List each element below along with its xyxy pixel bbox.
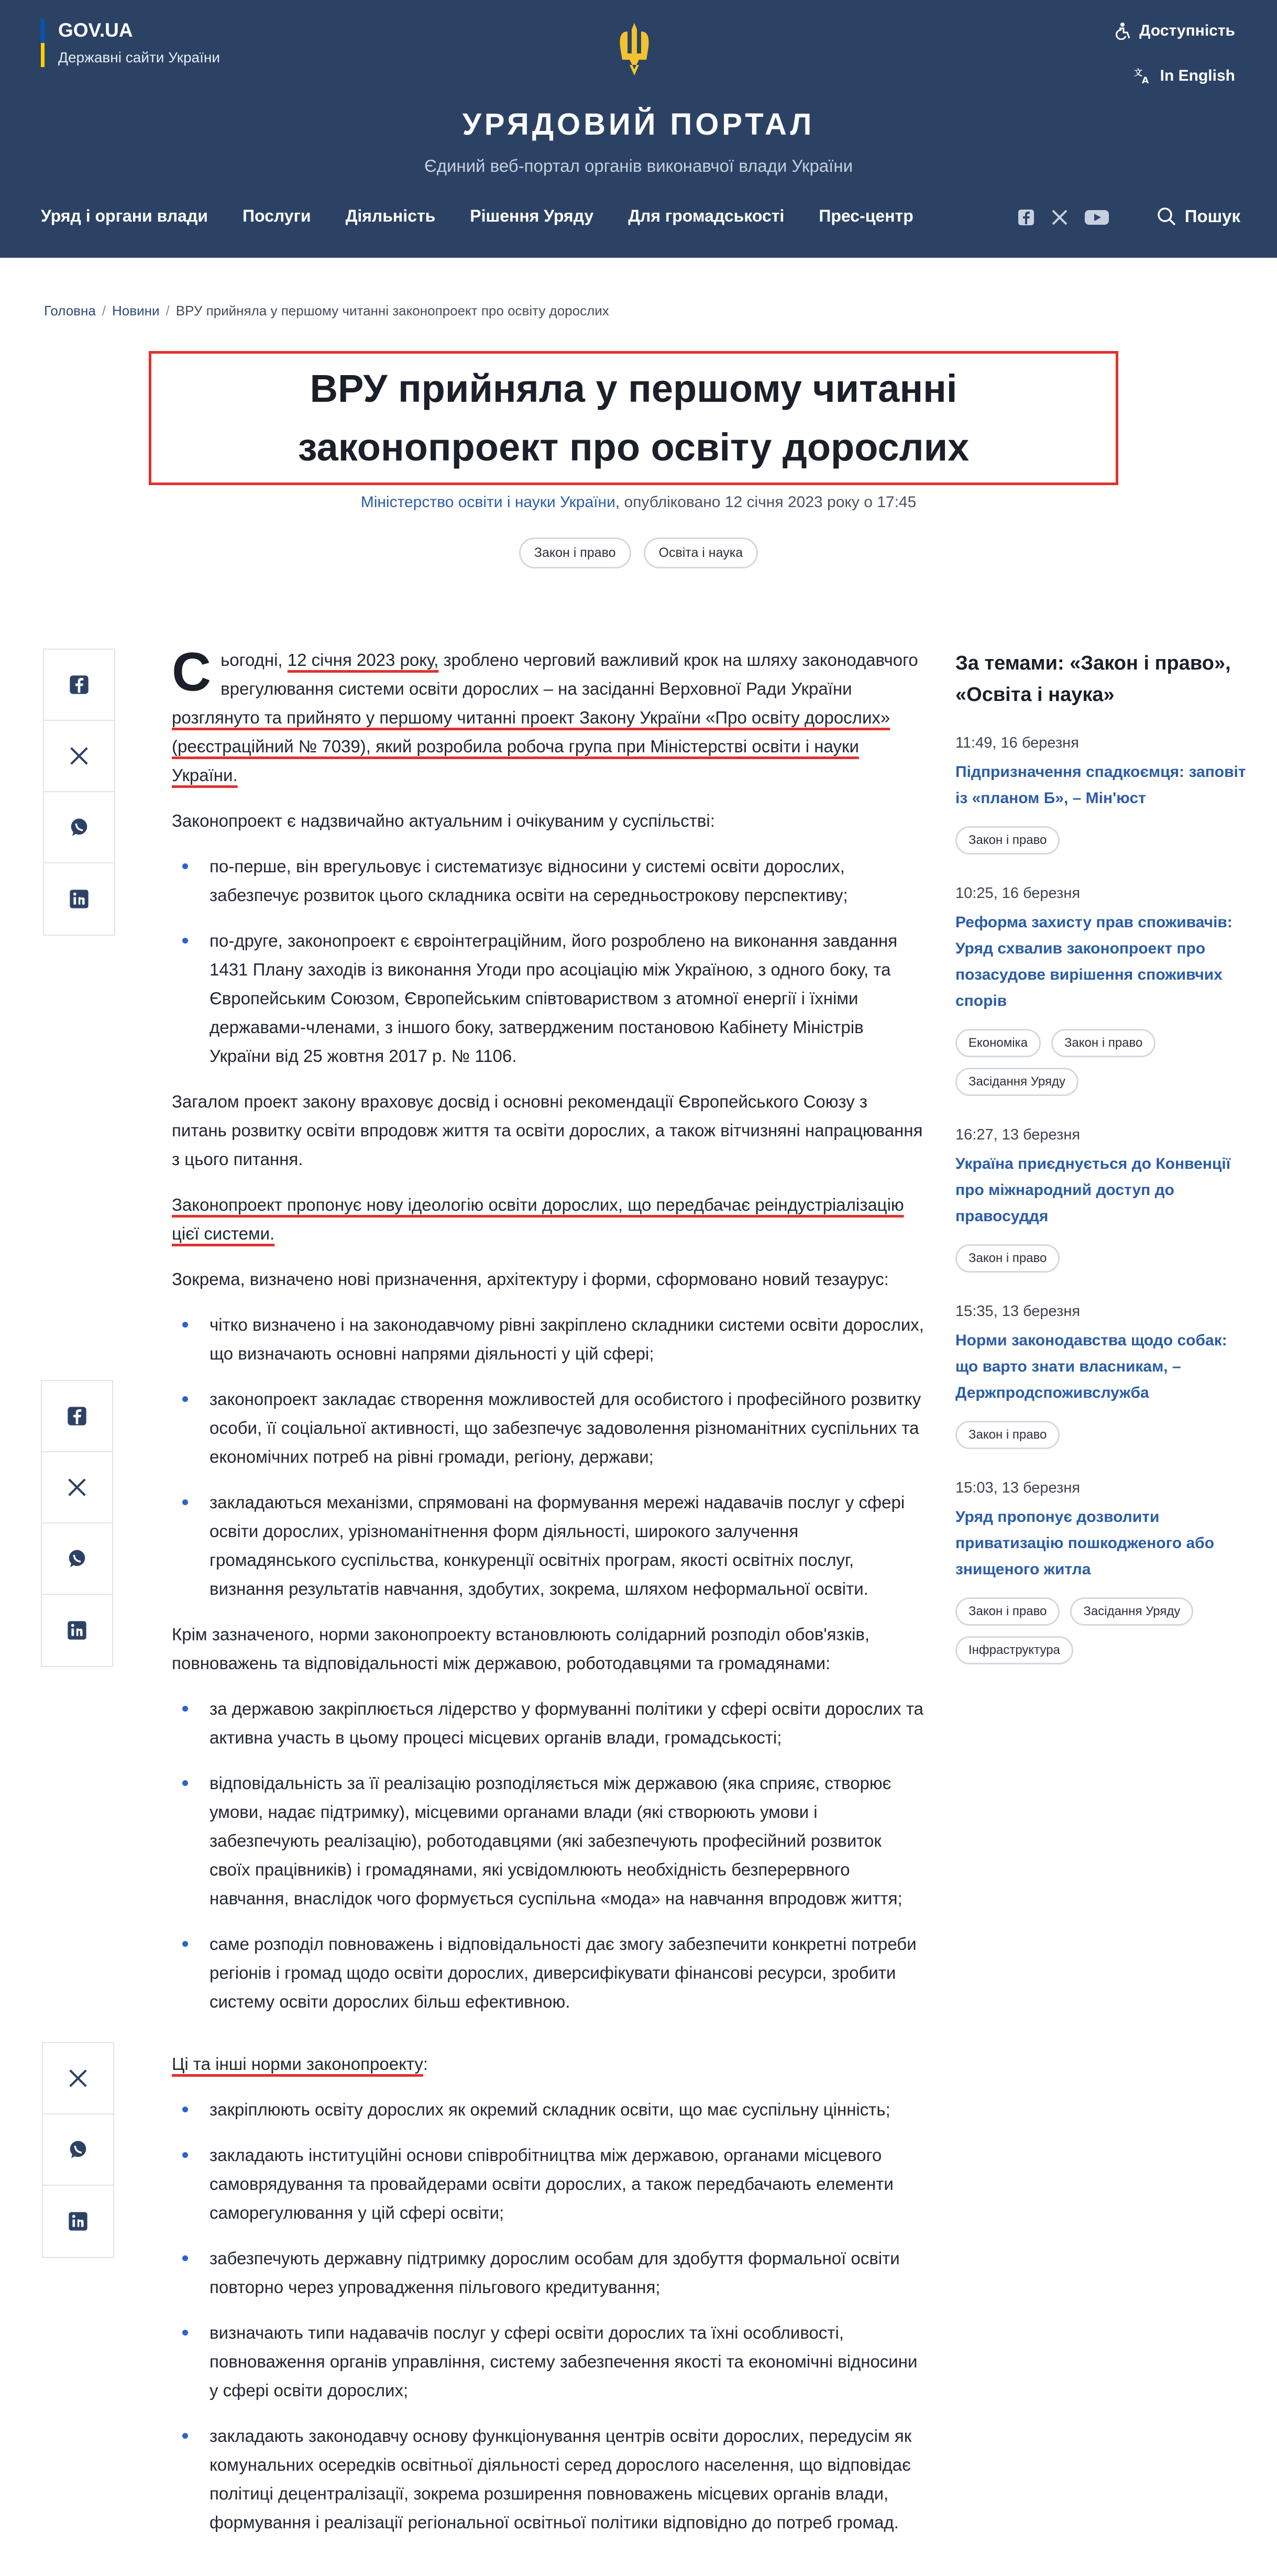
share-linkedin[interactable] [43,2186,113,2257]
text-span: зроблено черговий важливий крок на шляху законодавчого врегулювання системи освіти дорослих – на засіданні Верховної Ради України [221,650,918,698]
breadcrumb-separator: / [102,303,106,319]
search-icon [1157,206,1176,226]
article-paragraph [172,2049,926,2078]
article-paragraph: Зокрема, визначено нові призначення, архітектуру і форми, сформовано новий тезаурус: [172,1269,889,1289]
nav-item-services[interactable]: Послуги [242,206,311,225]
news-item [955,885,1249,1096]
whatsapp-icon [67,1548,87,1569]
list-item: визначають типи надавачів послуг у сфері освіти дорослих та їхні особливості, повноваження органів управління, систему забезпечення якості та економічні відносини у сфері освіти дорослих; [172,2318,926,2405]
news-tag[interactable]: Закон і право [955,826,1060,854]
share-whatsapp[interactable] [43,2114,113,2186]
svg-text:A: A [1141,75,1149,84]
ministry-link[interactable]: Міністерство освіти і науки України [360,494,615,511]
nav-item-public[interactable]: Для громадськості [628,206,785,225]
highlighted-text: розглянуто та прийнято у першому читанні проект Закону України «Про освіту дорослих» (реєстраційний № 7039), який розробила робоча група при Міністерстві освіти і науки України. [172,708,890,785]
list-item: закладають інституційні основи співробітництва між державою, органами місцевого самоврядування та провайдерами освіти дорослих, а також передбачають елементи саморегулювання у цій сфері освіти; [172,2141,926,2227]
article-meta [0,494,1277,511]
news-time: 10:25, 16 березня [955,885,1081,902]
breadcrumb-current: ВРУ прийняла у першому читанні законопроект про освіту дорослих [175,303,609,319]
text-span: : [423,2054,428,2074]
news-headline-link[interactable]: Підпризначення спадкоємця: заповіт із «планом Б», – Мін'юст [955,763,1246,807]
language-label: In English [1160,67,1235,84]
breadcrumb [44,303,609,319]
list-item: саме розподіл повноважень і відповідальності дає змогу забезпечити конкретні потреби регіонів і громад щодо освіти дорослих, диверсифікувати фінансові ресурси, зробити систему освіти дорослих більш ефективною. [172,1930,926,2016]
list-item: по-перше, він врегульовує і систематизує відносини у системі освіти дорослих, забезпечує розвиток цього складника освіти на середньострокову перспективу; [172,852,926,909]
news-tag[interactable]: Закон і право [1051,1029,1155,1057]
news-headline-link[interactable]: Реформа захисту прав споживачів: Уряд схвалив законопроект про позасудове вирішення споживчих спорів [955,914,1232,1010]
list-item: відповідальність за її реалізацію розподіляється між державою (яка сприяє, створює умови, надає підтримку), місцевими органами влади (які створюють умови і забезпечують реалізацію), роботодавцями (які забезпечують професійний розвиток своїх працівників) і громадянами, які усвідомлюють необхідність безперервного навчання, внаслідок чого формується суспільна «мода» на навчання впродовж життя; [172,1769,926,1913]
share-whatsapp[interactable] [42,1523,112,1595]
news-tag[interactable]: Інфраструктура [955,1636,1073,1664]
share-x[interactable] [44,721,114,792]
news-time: 15:03, 13 березня [955,1479,1081,1496]
article-paragraph [172,642,926,790]
article-body [172,642,926,2553]
breadcrumb-home[interactable]: Головна [44,303,96,319]
news-tag[interactable]: Закон і право [955,1244,1060,1273]
drop-cap: С [172,642,212,703]
search-label: Пошук [1184,206,1240,226]
x-icon [69,746,90,766]
list-item: закріплюють освіту дорослих як окремий складник освіти, що має суспільну цінність; [172,2095,926,2124]
share-x[interactable] [42,1452,112,1523]
list-item: закладають законодавчу основу функціонування центрів освіти дорослих, передусім як комунальних осередків освітньої діяльності серед дорослого населення, що відповідає політиці децентралізації, зокрема розширення повноважень місцевих органів влади, формування і реалізації регіональної освітньої політики відповідно до потреб громад. [172,2421,926,2537]
accessibility-label: Доступність [1139,22,1235,39]
text-span: ьогодні, [221,650,288,670]
gov-ua-subtitle: Державні сайти України [58,49,221,65]
nav-item-activity[interactable]: Діяльність [345,206,436,225]
breadcrumb-separator: / [166,303,170,319]
list-item: закладаються механізми, спрямовані на формування мережі надавачів послуг у сфері освіти дорослих, урізноманітнення форм діяльності, широкого залучення громадянського суспільства, конкуренції освітніх програм, якості освітніх послуг, визнання результатів навчання, здобутих, зокрема, шляхом неформальної освіти. [172,1488,926,1603]
x-icon [68,2068,89,2089]
list-item: чітко визначено і на законодавчому рівні закріплено складники системи освіти дорослих, що визначають основні напрями діяльності у цій сфері; [172,1310,926,1368]
news-tag[interactable]: Закон і право [955,1421,1060,1449]
whatsapp-icon [68,2139,89,2160]
facebook-icon [69,674,90,695]
news-time: 15:35, 13 березня [955,1303,1081,1320]
translate-icon [1134,68,1152,84]
nav-item-decisions[interactable]: Рішення Уряду [470,206,594,225]
news-headline-link[interactable]: Україна приєднується до Конвенції про міжнародний доступ до правосуддя [955,1155,1231,1225]
publish-date: , опубліковано 12 січня 2023 року о 17:45 [615,494,917,511]
site-header [0,0,1277,258]
highlighted-date: 12 січня 2023 року, [287,650,439,670]
gov-ua-title: GOV.UA [58,19,133,41]
gov-ua-logo[interactable] [41,19,220,67]
portal-subtitle: Єдиний веб-портал органів виконавчої влади України [424,156,853,176]
article-paragraph: Законопроект є надзвичайно актуальним і очікуваним у суспільстві: [172,811,715,830]
facebook-icon[interactable] [1017,209,1035,226]
article-paragraph: Крім зазначеного, норми законопроекту встановлюють солідарний розподіл обов'язків, повноважень та відповідальності між державою, роботодавцями та громадянами: [172,1625,870,1673]
list-item: законопроект закладає створення можливостей для особистого і професійного розвитку особи, її соціальної активності, що забезпечує задоволення різноманітних суспільних та економічних потреб на рівні громади, регіону, держави; [172,1385,926,1471]
sidebar-title: За темами: «Закон і право», «Освіта і наука» [955,652,1231,706]
share-facebook[interactable] [42,1381,112,1452]
news-item [955,1479,1249,1664]
list-item: за державою закріплюється лідерство у формуванні політики у сфері освіти дорослих та активна участь в цьому процесі місцевих органів влади, громадськості; [172,1694,926,1752]
news-tag[interactable]: Засідання Уряду [1070,1597,1193,1626]
trident-icon[interactable] [616,21,653,79]
article-title-box [149,351,1118,485]
x-icon [67,1477,87,1498]
linkedin-icon [68,2211,89,2232]
x-icon[interactable] [1051,209,1069,226]
svg-text:文: 文 [1133,68,1142,78]
highlighted-text: Законопроект пропонує нову ідеологію освіти дорослих, що передбачає реіндустріалізацію цієї системи. [172,1195,904,1243]
accessibility-link[interactable] [1114,22,1235,40]
header-social-links [1017,209,1109,226]
main-nav [41,206,913,226]
share-whatsapp[interactable] [44,792,114,863]
bullet-list [172,1694,926,2016]
nav-item-government[interactable]: Уряд і органи влади [41,206,208,225]
nav-item-press[interactable]: Прес-центр [819,206,913,225]
youtube-icon[interactable] [1084,209,1109,226]
tag-law[interactable]: Закон і право [519,538,631,568]
news-item [955,1303,1249,1449]
search-button[interactable] [1157,206,1240,226]
list-item: забезпечують державну підтримку дорослим особам для здобуття формальної освіти повторно через упровадження пільгового кредитування; [172,2244,926,2301]
tag-education[interactable]: Освіта і наука [644,538,758,568]
related-news-sidebar [955,648,1249,1695]
portal-title[interactable]: УРЯДОВИЙ ПОРТАЛ [462,107,815,141]
article-paragraph: Загалом проект закону враховує досвід і основні рекомендації Європейського Союзу з питань розвитку освіти впродовж життя та освіти дорослих, а також вітчизняні напрацювання з цього питання. [172,1092,923,1169]
news-headline-link[interactable]: Уряд пропонує дозволити приватизацію пошкодженого або знищеного житла [955,1508,1215,1578]
page-title: ВРУ прийняла у першому читанні законопроект про освіту дорослих [298,367,970,469]
highlighted-text: Ці та інші норми законопроекту [172,2054,423,2074]
language-switch[interactable] [1134,67,1235,85]
news-time: 11:49, 16 березня [955,735,1079,751]
share-linkedin[interactable] [42,1595,112,1666]
article-tags [0,538,1277,568]
accessibility-icon [1114,22,1131,40]
news-item [955,735,1249,854]
share-panel [41,1380,113,1667]
bullet-list [172,852,926,1070]
linkedin-icon [69,889,90,909]
share-facebook[interactable] [44,650,114,721]
bullet-list [172,2095,926,2537]
news-tag[interactable]: Закон і право [955,1597,1060,1626]
facebook-icon [67,1406,87,1427]
news-tag[interactable]: Засідання Уряду [955,1068,1078,1096]
news-tag[interactable]: Економіка [955,1029,1041,1057]
breadcrumb-news[interactable]: Новини [112,303,160,319]
share-linkedin[interactable] [44,863,114,935]
article-paragraph [172,1190,926,1248]
bullet-list [172,1310,926,1603]
list-item: по-друге, законопроект є євроінтеграційним, його розроблено на виконання завдання 1431 Плану заходів із виконання Угоди про асоціацію між Україною, з одного боку, та Європейським Союзом, Європейським співтовариством з атомної енергії і їхніми державами-членами, з іншого боку, затвердженим постановою Кабінету Міністрів України від 25 жовтня 2017 р. № 1106. [172,926,926,1070]
news-item [955,1126,1249,1273]
news-time: 16:27, 13 березня [955,1126,1081,1143]
share-panel [43,649,115,936]
linkedin-icon [67,1620,87,1641]
share-panel [42,2042,114,2258]
whatsapp-icon [69,817,90,838]
news-headline-link[interactable]: Норми законодавства щодо собак: що варто знати власникам, – Держпродспоживслужба [955,1332,1227,1401]
share-x[interactable] [43,2043,113,2114]
